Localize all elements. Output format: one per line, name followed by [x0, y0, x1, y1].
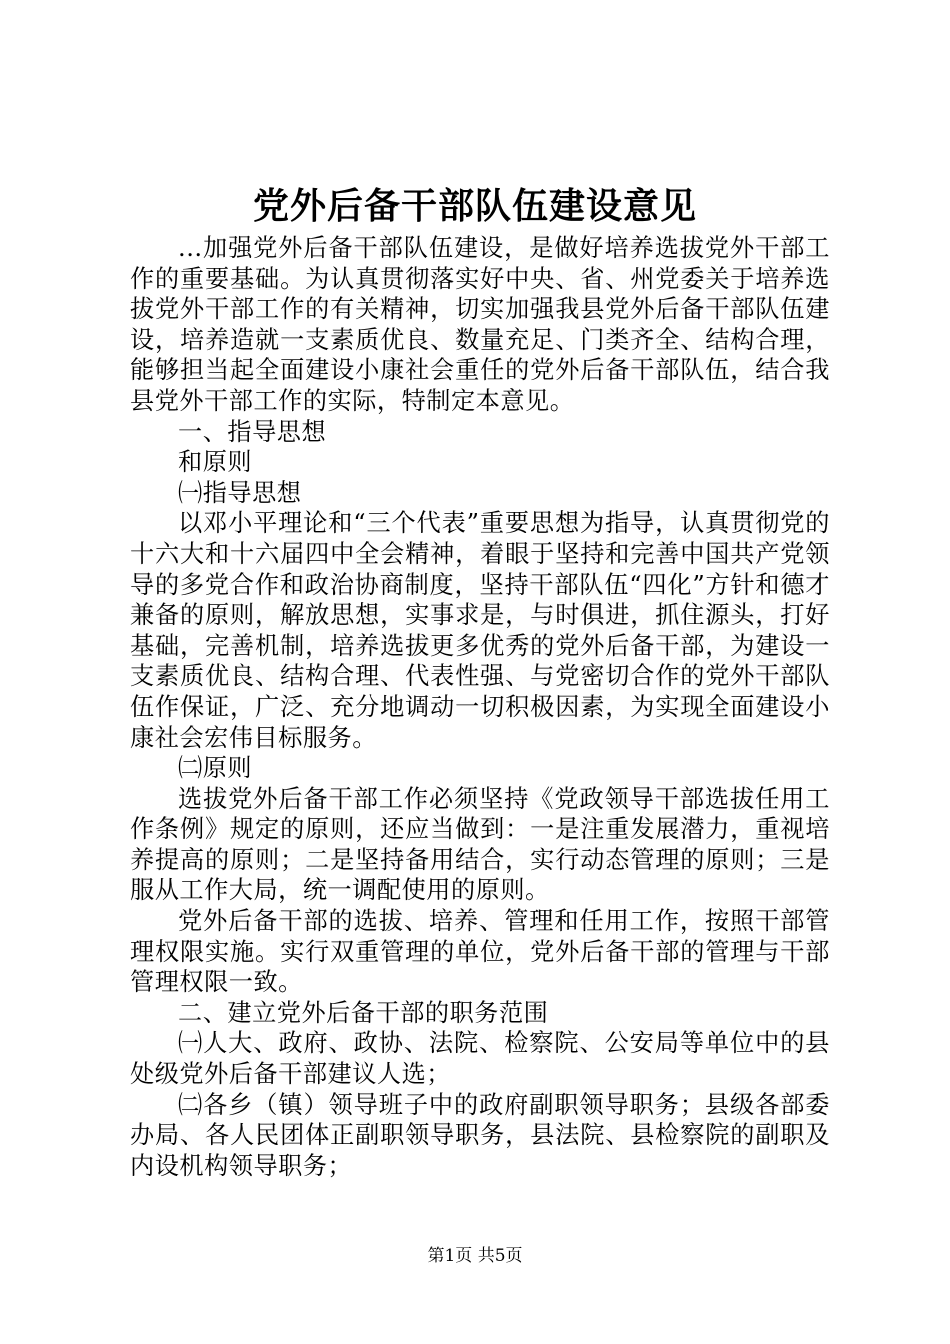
document-body	[130, 233, 830, 1181]
subheading-guiding-thought: ㈠指导思想	[178, 478, 302, 507]
document-title: 党外后备干部队伍建设意见	[252, 186, 697, 227]
paragraph-principles: 选拔党外后备干部工作必须坚持《党政领导干部选拔任用工作条例》规定的原则，还应当做到：一是注重发展潜力，重视培养提高的原则；二是坚持备用结合，实行动态管理的原则；三是服从工作大局，统一调配使用的原则。	[130, 784, 830, 905]
subheading-principles: ㈡原则	[178, 754, 253, 783]
heading-guiding-thought: 一、指导思想	[178, 417, 327, 446]
paragraph-scope-2: ㈡各乡（镇）领导班子中的政府副职领导职务；县级各部委办局、各人民团体正副职领导职务，县法院、县检察院的副职及内设机构领导职务；	[130, 1090, 830, 1180]
paragraph-management: 党外后备干部的选拔、培养、管理和任用工作，按照干部管理权限实施。实行双重管理的单位，党外后备干部的管理与干部管理权限一致。	[130, 907, 830, 997]
heading-principles: 和原则	[178, 448, 253, 477]
paragraph-scope-1: ㈠人大、政府、政协、法院、检察院、公安局等单位中的县处级党外后备干部建议人选；	[130, 1029, 830, 1089]
paragraph-guiding-thought: 以邓小平理论和“三个代表”重要思想为指导，认真贯彻党的十六大和十六届四中全会精神，着眼于坚持和完善中国共产党领导的多党合作和政治协商制度，坚持干部队伍“四化”方针和德才兼备的原则，解放思想，实事求是，与时俱进，抓住源头，打好基础，完善机制，培养选拔更多优秀的党外后备干部，为建设一支素质优良、结构合理、代表性强、与党密切合作的党外干部队伍作保证，广泛、充分地调动一切积极因素，为实现全面建设小康社会宏伟目标服务。	[130, 509, 830, 752]
page-number-footer: 第1页 共5页	[427, 1246, 523, 1266]
heading-scope: 二、建立党外后备干部的职务范围	[178, 998, 549, 1027]
paragraph-intro: ...加强党外后备干部队伍建设，是做好培养选拔党外干部工作的重要基础。为认真贯彻落实好中央、省、州党委关于培养选拔党外干部工作的有关精神，切实加强我县党外后备干部队伍建设，培养造就一支素质优良、数量充足、门类齐全、结构合理，能够担当起全面建设小康社会重任的党外后备干部队伍，结合我县党外干部工作的实际，特制定本意见。	[130, 234, 830, 415]
